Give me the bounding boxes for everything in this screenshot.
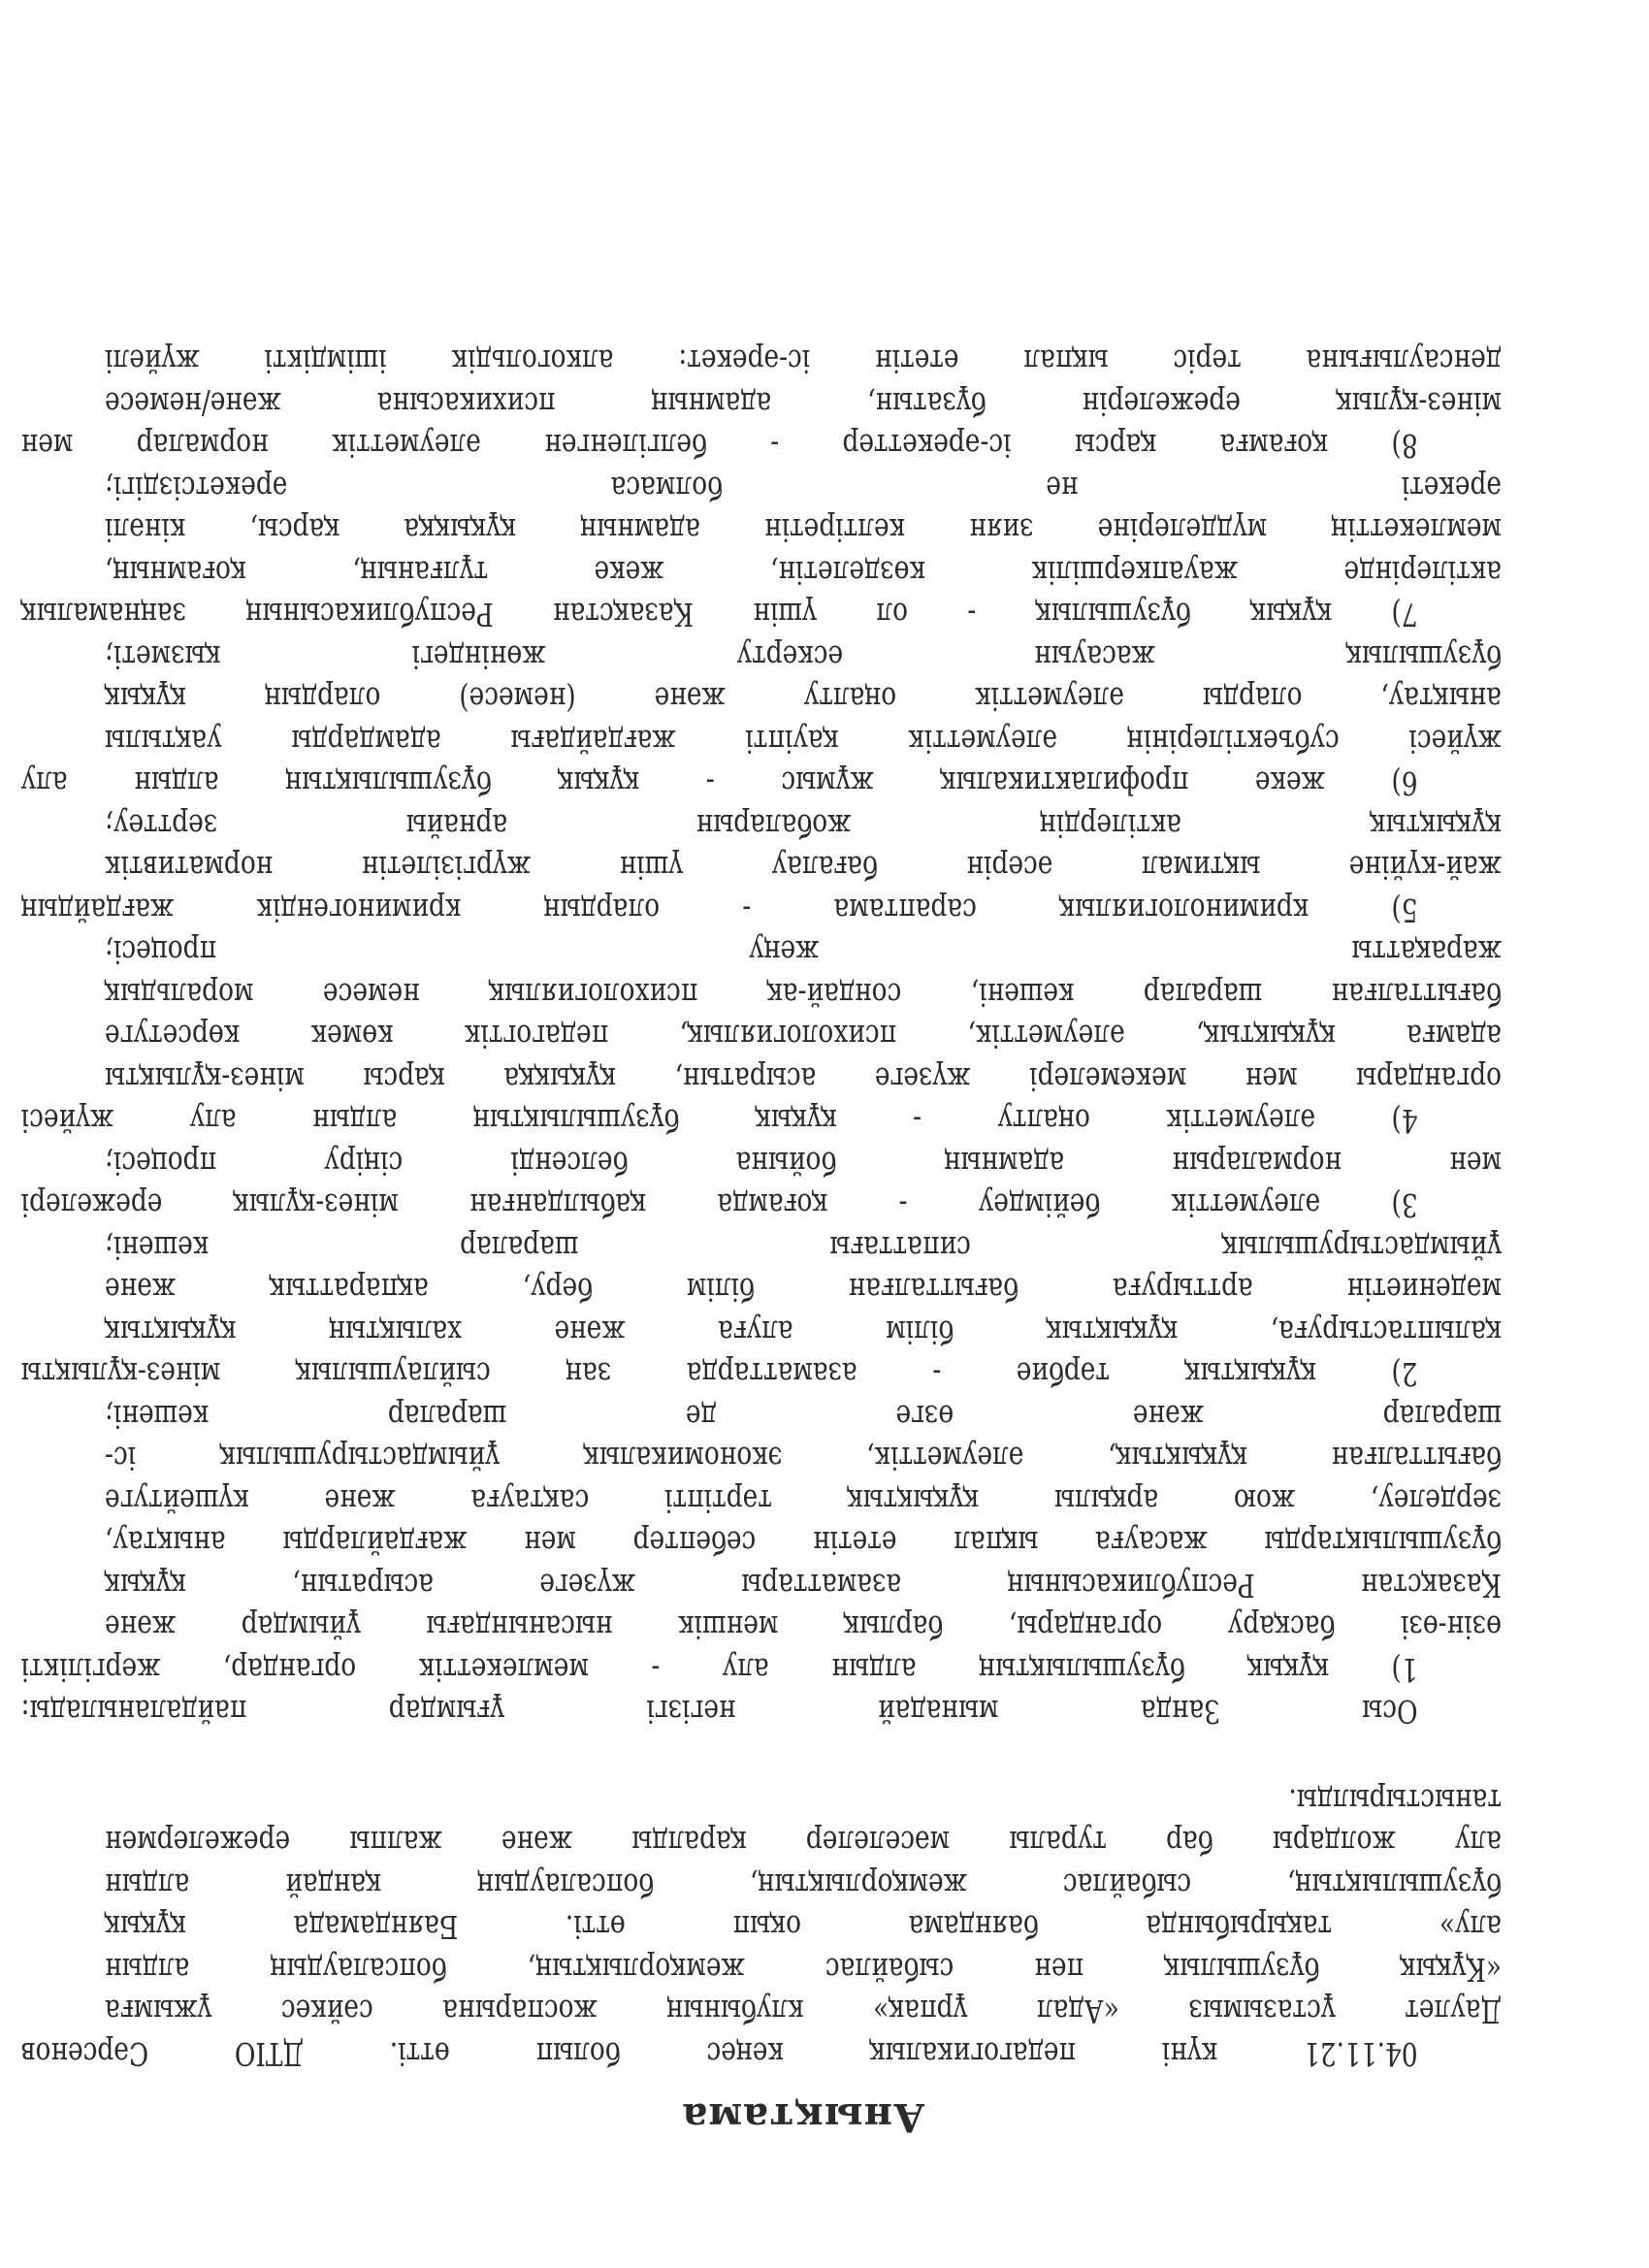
definition-line: мен нормаларын адамның бойына белсенді сіңіру процесі; xyxy=(105,1145,1502,1183)
definition-line: 4) әлеуметтік оңалту - құқық бұзушылықтың алдын алу жүйесі xyxy=(20,1102,1418,1141)
definition-line: 5) криминологиялық сараптама - олардың криминогендік жағдайдың xyxy=(20,891,1418,929)
definition-line: ұйымдастырушылық сипаттағы шаралар кешені; xyxy=(105,1229,1502,1267)
definition-line: актілерінде жауапкершілік көзделетін, жеке тұлғаның, қоғамның, xyxy=(105,554,1502,592)
definition-line: қалыптастыруға, құқықтық білім алуға және халықтың құқықтық xyxy=(105,1313,1502,1351)
document-title: Анықтама xyxy=(681,2094,925,2140)
intro-paragraph xyxy=(20,1780,1502,2076)
definition-line: өзін-өзі басқару органдары, барлық меншік нысанындағы ұйымдар және xyxy=(105,1608,1502,1647)
definition-line: органдары мен мекемелері жүзеге асыратын, құқыққа қарсы мінез-құлықты xyxy=(105,1060,1502,1098)
definition-line: мемлекеттің мүдделеріне зиян келтіретін адамның құқыққа қарсы, кінәлі xyxy=(105,511,1502,550)
definition-line: зерделеу, жою арқылы құқықтық тәртіпті сақтауға және күшейтуге xyxy=(105,1482,1502,1520)
definition-line: мәдениетін арттыруға бағытталған білім беру, ақпараттық және xyxy=(105,1271,1502,1310)
definition-line: жүйесі субъектілерінің әлеуметтік қауіпті жағдайдағы адамдарды уақтылы xyxy=(105,723,1502,761)
definition-line: 6) жеке профилактикалық жұмыс - құқық бұзушылықтың алдын алу xyxy=(20,764,1418,803)
definition-line: 1) құқық бұзушылықтың алдын алу - мемлекеттік органдар, жергілікті xyxy=(20,1651,1418,1689)
definition-line: 2) құқықтық тәрбие - азаматтарда заң сыйлаушылық мінез-құлықты xyxy=(20,1355,1418,1394)
text-line: алу жолдары бар туралы мәселелер қаралды және жалпы ережелермен xyxy=(105,1824,1502,1863)
definition-line: мінез-құлық ережелерін бұзатын, адамның психикасына және/немесе xyxy=(105,385,1502,423)
definitions-lead: Осы Занда мынадай негізгі ұғымдар пайдаланылады: xyxy=(20,1693,1418,1732)
text-line: бұзушылықтың, сыбайлас жемқорлықтың, бопсалаудың қандай алдын xyxy=(105,1866,1502,1904)
definition-line: бағытталған құқықтық, әлеуметтік, экономикалық ұйымдастырушылық іс- xyxy=(105,1440,1502,1478)
paragraph-gap xyxy=(105,1733,1502,1780)
definition-line: жарақатты жеңу процесі; xyxy=(105,933,1502,972)
text-line: «Құқық бұзушылық пен сыбайлас жемқорлықтың, бопсалаудың алдын xyxy=(105,1951,1502,1989)
definition-line: денсаулығына теріс ықпал ететін іс-әрекет: алкогольдік ішімдікті жүйелі xyxy=(105,342,1502,381)
definition-line: 7) құқық бұзушылық - ол үшін Қазақстан Республикасының заңнамалық xyxy=(20,596,1418,634)
definitions-list xyxy=(20,340,1502,1691)
definition-line: шаралар және өзге де шаралар кешені; xyxy=(105,1398,1502,1436)
document-body xyxy=(20,340,1502,2140)
text-line: алу» тақырыбында баяндама оқып өтті. Баяндамада құқық xyxy=(105,1908,1502,1947)
definition-line: Қазақстан Республикасының азаматтары жүзеге асыратын, құқық xyxy=(105,1567,1502,1604)
text-line: 04.11.21 күні педагогикалық кеңес болып өтті. ДТІО Сәрсенов xyxy=(20,2035,1418,2073)
text-line: таныстырылды. xyxy=(1288,1782,1502,1820)
definition-line: бағытталған шаралар кешені, сондай-ақ психологиялық немесе моральдық xyxy=(105,976,1502,1014)
definition-line: бұзушылық жасауын ескерту жөніндегі қызметі; xyxy=(105,638,1502,676)
text-line: Даулет ұстазымыз «Адал ұрпақ» клубының жоспарына сәйкес ұжымға xyxy=(105,1993,1502,2031)
definition-line: құқықтық актілердің жобаларын арнайы зерттеу; xyxy=(105,807,1502,845)
definition-line: әрекеті не болмаса әрекетсіздігі; xyxy=(105,470,1502,507)
definition-line: бұзушылықтарды жасауға ықпал ететін себептер мен жағдайларды анықтау, xyxy=(105,1524,1502,1563)
definition-line: 8) қоғамға қарсы іс-әрекеттер - белгіленген әлеуметтік нормалар мен xyxy=(20,427,1418,466)
definition-line: жай-күйіне ықтимал әсерін бағалау үшін жүргізілетін нормативтік xyxy=(105,849,1502,888)
definition-line: анықтау, оларды әлеуметтік оңалту және (немесе) олардың құқық xyxy=(105,680,1502,719)
definition-line: адамға құқықтық, әлеуметтік, психологиялық, педагогтік көмек көрсетуге xyxy=(105,1018,1502,1056)
definition-line: 3) әлеуметтік бейімдеу - қоғамда қабылданған мінез-құлық ережелері xyxy=(20,1186,1418,1225)
